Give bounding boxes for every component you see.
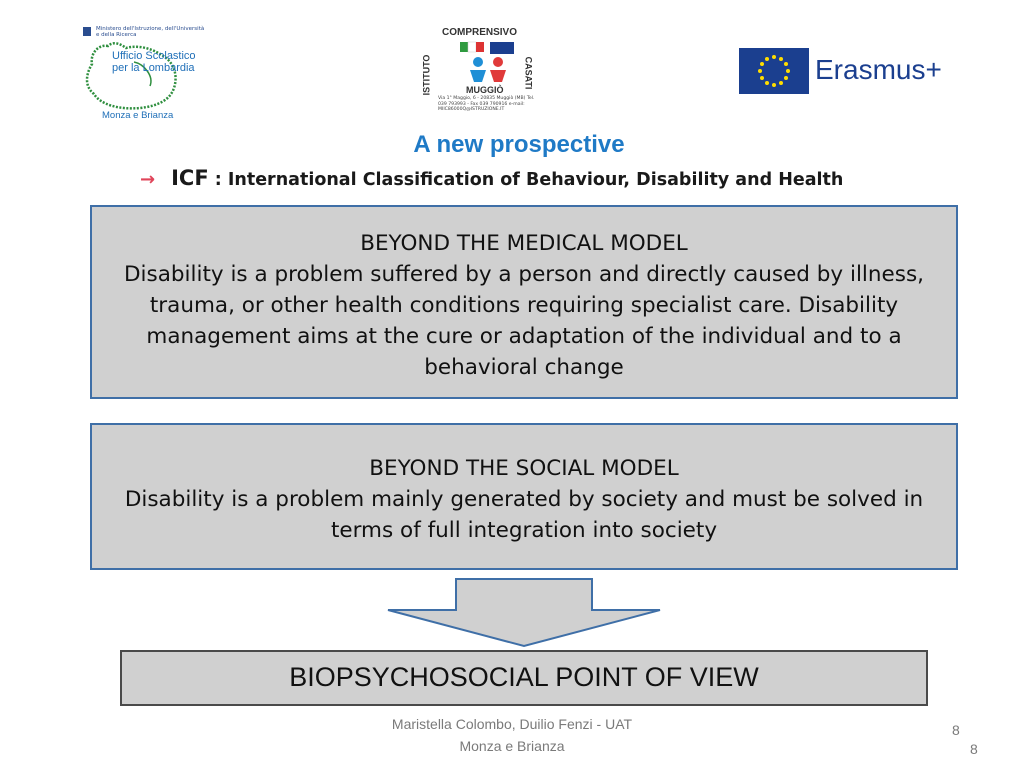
medical-model-box [90,205,958,399]
down-arrow-icon [386,578,662,648]
footer-line-2: Monza e Brianza [459,738,565,754]
erasmus-logo [731,38,971,104]
page-number-secondary: 8 [970,741,978,757]
social-model-heading: BEYOND THE SOCIAL MODEL [369,456,679,481]
school-town-text: MUGGIÒ [466,85,504,95]
school-address: Via 1° Maggio, 6 - 20835 Muggiò (MB) Tel. 039 793993 - Fax 039 790916 e-mail: MIIC86000Q@ISTRUZIONE.IT [438,96,535,112]
icf-subtitle [140,166,843,190]
usr-name: Ufficio Scolastico per la Lombardia [112,50,196,74]
school-top-text: COMPRENSIVO [442,27,518,38]
istituto-comprensivo-logo [421,26,540,122]
footer-line-1: Maristella Colombo, Duilio Fenzi - UAT [391,716,633,732]
usr-lombardia-logo [78,24,228,124]
icf-description: : International Classification of Behaviour, Disability and Health [208,170,844,190]
medical-model-heading: BEYOND THE MEDICAL MODEL [360,231,688,256]
school-right-text: CASATI [523,56,534,90]
arrow-right-icon: → [140,169,156,190]
slide-title: A new prospective [413,131,625,158]
school-left-text: ISTITUTO [421,54,432,96]
usr-subtitle: Monza e Brianza [102,110,174,121]
social-model-box [90,423,958,570]
footer-authors [300,713,724,757]
medical-model-text: Disability is a problem suffered by a person and directly caused by illness, trauma, or other health conditions requiring specialist care. Disability management aims at the cure or adaptation of the individual and to a behavioral change [124,262,924,380]
page-number: 8 [952,722,960,738]
biopsychosocial-box: BIOPSYCHOSOCIAL POINT OF VIEW [120,650,928,706]
lombardia-map-icon [78,24,228,124]
erasmus-text: Erasmus+ [815,54,942,85]
social-model-text: Disability is a problem mainly generated by society and must be solved in terms of full integration into society [124,487,924,543]
icf-acronym: ICF [171,166,209,190]
ministry-text: Ministero dell'Istruzione, dell'Università e della Ricerca [96,26,205,38]
eu-flag-icon [739,48,809,94]
